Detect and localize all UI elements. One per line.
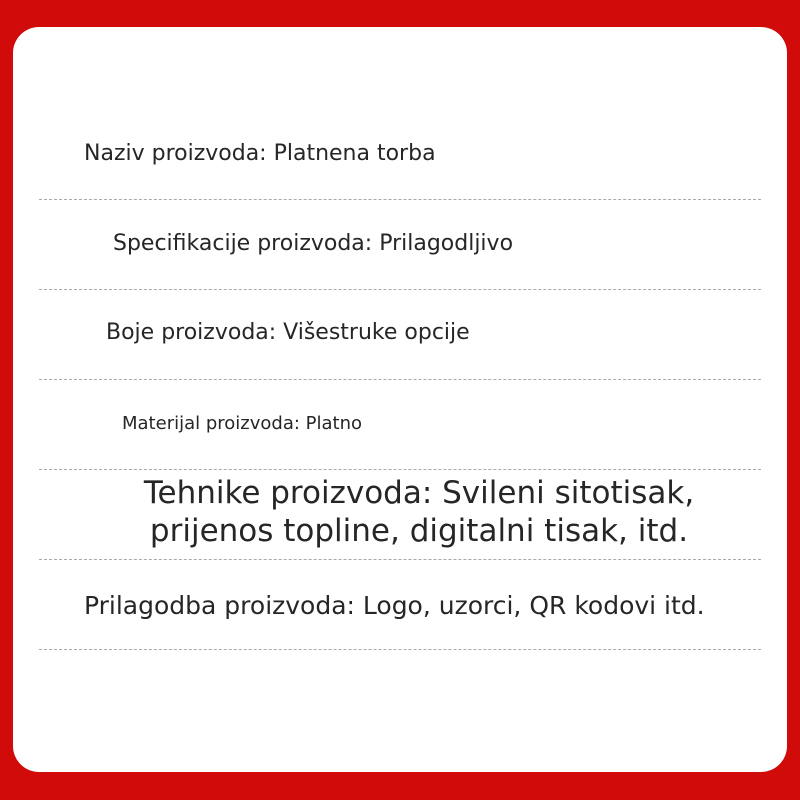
dashed-divider	[39, 469, 761, 470]
product-name-text: Naziv proizvoda: Platnena torba	[84, 141, 436, 166]
product-specification-text: Specifikacije proizvoda: Prilagodljivo	[113, 231, 514, 256]
spec-card	[13, 27, 787, 772]
techniques-line-2: prijenos topline, digitalni tisak, itd.	[149, 513, 689, 549]
dashed-divider	[39, 649, 761, 650]
dashed-divider	[39, 379, 761, 380]
dashed-divider	[39, 559, 761, 560]
dashed-divider	[39, 289, 761, 290]
product-customization-text: Prilagodba proizvoda: Logo, uzorci, QR kodovi itd.	[84, 591, 705, 620]
product-material-text: Materijal proizvoda: Platno	[122, 413, 363, 434]
techniques-line-1: Tehnike proizvoda: Svileni sitotisak,	[143, 475, 695, 511]
dashed-divider	[39, 199, 761, 200]
product-techniques-text	[0, 474, 800, 550]
product-colors-text: Boje proizvoda: Višestruke opcije	[106, 320, 470, 345]
